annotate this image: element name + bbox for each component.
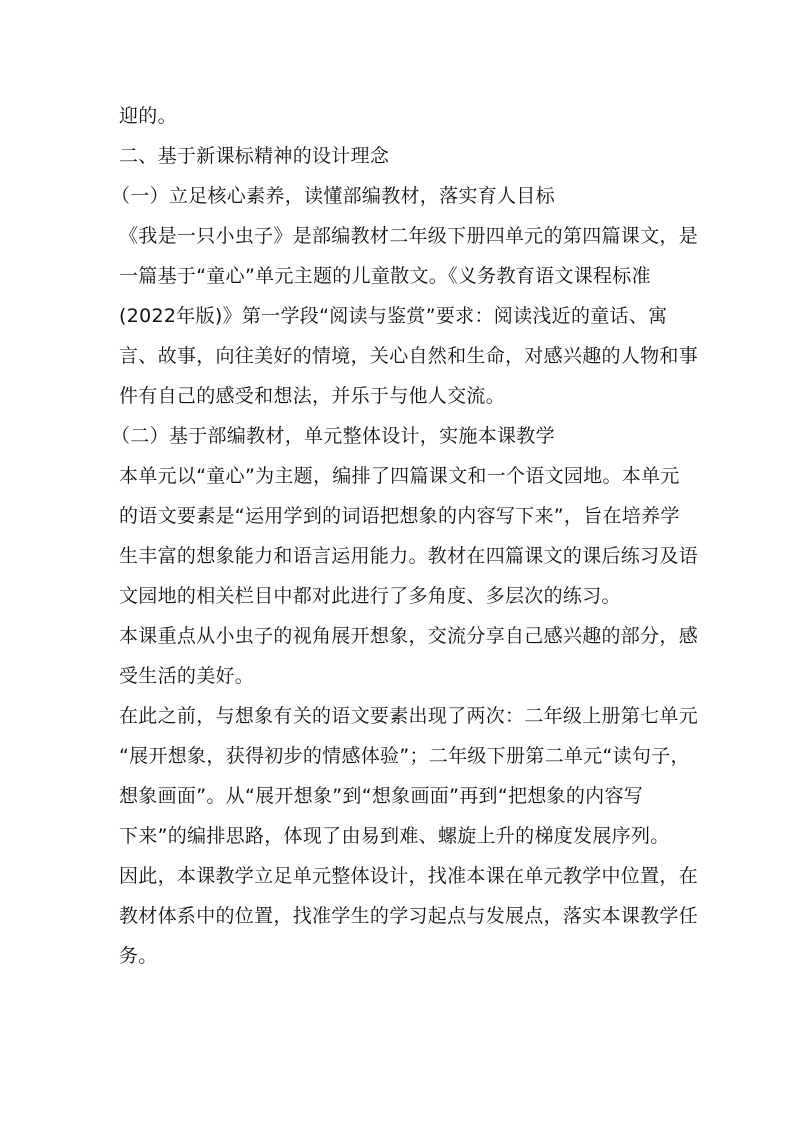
- paragraph-line: 言、故事，向往美好的情境，关心自然和生命，对感兴趣的人物和事: [119, 345, 699, 367]
- paragraph-line: (2022年版)》第一学段“阅读与鉴赏”要求：阅读浅近的童话、寓: [119, 305, 668, 327]
- paragraph-line: 一篇基于“童心”单元主题的儿童散文。《义务教育语文课程标准: [119, 265, 651, 287]
- subsection-heading: （二）基于部编教材，单元整体设计，实施本课教学: [111, 425, 555, 447]
- paragraph-line: 受生活的美好。: [119, 665, 255, 687]
- paragraph-line: 教材体系中的位置，找准学生的学习起点与发展点，落实本课教学任: [119, 905, 699, 927]
- paragraph-line: 的语文要素是“运用学到的词语把想象的内容写下来”，旨在培养学: [119, 505, 680, 527]
- paragraph-line: 下来”的编排思路，体现了由易到难、螺旋上升的梯度发展序列。: [119, 825, 670, 847]
- subsection-heading: （一）立足核心素养，读懂部编教材，落实育人目标: [111, 185, 555, 207]
- paragraph-line: 想象画面”。从“展开想象”到“想象画面”再到“把想象的内容写: [119, 785, 644, 807]
- paragraph-line: 生丰富的想象能力和语言运用能力。教材在四篇课文的课后练习及语: [119, 545, 699, 567]
- paragraph-line: 本单元以“童心”为主题，编排了四篇课文和一个语文园地。本单元: [119, 465, 680, 487]
- document-body: [111, 96, 699, 976]
- paragraph-line: 务。: [119, 945, 158, 967]
- paragraph-line: 迎的。: [119, 105, 177, 127]
- paragraph-line: 文园地的相关栏目中都对此进行了多角度、多层次的练习。: [119, 585, 621, 607]
- paragraph-line: “展开想象，获得初步的情感体验”；二年级下册第二单元“读句子，: [119, 745, 690, 767]
- section-heading: 二、基于新课标精神的设计理念: [119, 145, 390, 167]
- paragraph-line: 本课重点从小虫子的视角展开想象，交流分享自己感兴趣的部分，感: [119, 625, 699, 647]
- paragraph-line: 件有自己的感受和想法，并乐于与他人交流。: [119, 385, 506, 407]
- paragraph-line: 在此之前，与想象有关的语文要素出现了两次：二年级上册第七单元: [119, 705, 699, 727]
- paragraph-line: 《我是一只小虫子》是部编教材二年级下册四单元的第四篇课文，是: [119, 225, 699, 247]
- paragraph-line: 因此，本课教学立足单元整体设计，找准本课在单元教学中位置，在: [119, 865, 699, 887]
